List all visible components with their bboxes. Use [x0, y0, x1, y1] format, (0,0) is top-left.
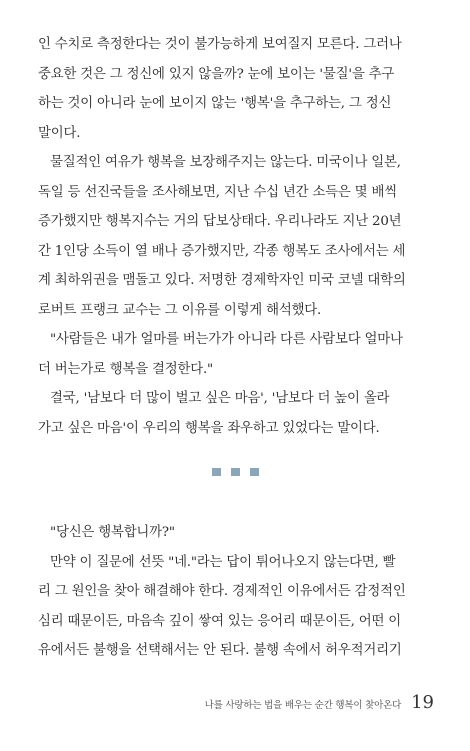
section-divider	[0, 468, 470, 476]
text-line: 유에서든 불행을 선택해서는 안 된다. 불행 속에서 허우적거리기	[38, 643, 402, 658]
text-line: 증가했지만 행복지수는 거의 답보상태다. 우리나라도 지난 20년	[38, 214, 402, 229]
text-line: 물질적인 여유가 행복을 보장해주지는 않는다. 미국이나 일본,	[50, 155, 401, 170]
page-footer	[38, 692, 434, 713]
text-line: 로버트 프랭크 교수는 그 이유를 이렇게 해석했다.	[38, 302, 322, 318]
text-line: 간 1인당 소득이 열 배나 증가했지만, 각종 행복도 조사에서는 세	[38, 243, 406, 259]
quote-line: "당신은 행복합니까?"	[50, 525, 175, 540]
quote-line: 더 버는가로 행복을 결정한다."	[38, 361, 214, 377]
text-line: 만약 이 질문에 선뜻 "네."라는 답이 튀어나오지 않는다면, 빨	[50, 554, 396, 570]
divider-square-icon	[231, 468, 240, 476]
quote-line: "사람들은 내가 얼마를 버는가가 아니라 다른 사람보다 얼마나	[50, 332, 403, 347]
text-line: 말이다.	[38, 125, 81, 141]
divider-square-icon	[250, 468, 259, 476]
paragraph-3	[38, 384, 434, 443]
paragraph-4	[38, 518, 434, 666]
text-line: 심리 때문이든, 마음속 깊이 쌓여 있는 응어리 때문이든, 어떤 이	[38, 613, 402, 629]
text-line: 가고 싶은 마음'이 우리의 행복을 좌우하고 있었다는 말이다.	[38, 420, 380, 436]
paragraph-2	[38, 148, 434, 384]
text-line: 하는 것이 아니라 눈에 보이지 않는 '행복'을 추구하는, 그 정신	[38, 96, 392, 111]
text-line: 리 그 원인을 찾아 해결해야 한다. 경제적인 이유에서든 감정적인	[38, 584, 406, 599]
text-line: 독일 등 선진국들을 조사해보면, 지난 수십 년간 소득은 몇 배씩	[38, 184, 397, 200]
text-line: 결국, '남보다 더 많이 벌고 싶은 마음', '남보다 더 높이 올라	[50, 391, 390, 406]
text-line: 중요한 것은 그 정신에 있지 않을까? 눈에 보이는 '물질'을 추구	[38, 66, 395, 82]
page-number: 19	[411, 692, 434, 713]
running-title: 나를 사랑하는 법을 배우는 순간 행복이 찾아온다	[204, 700, 402, 711]
text-line: 인 수치로 측정한다는 것이 불가능하게 보여질지 모른다. 그러나	[38, 37, 402, 52]
paragraph-1	[38, 30, 434, 148]
divider-square-icon	[212, 468, 221, 476]
text-line: 계 최하위권을 맴돌고 있다. 저명한 경제학자인 미국 코넬 대학의	[38, 273, 406, 288]
